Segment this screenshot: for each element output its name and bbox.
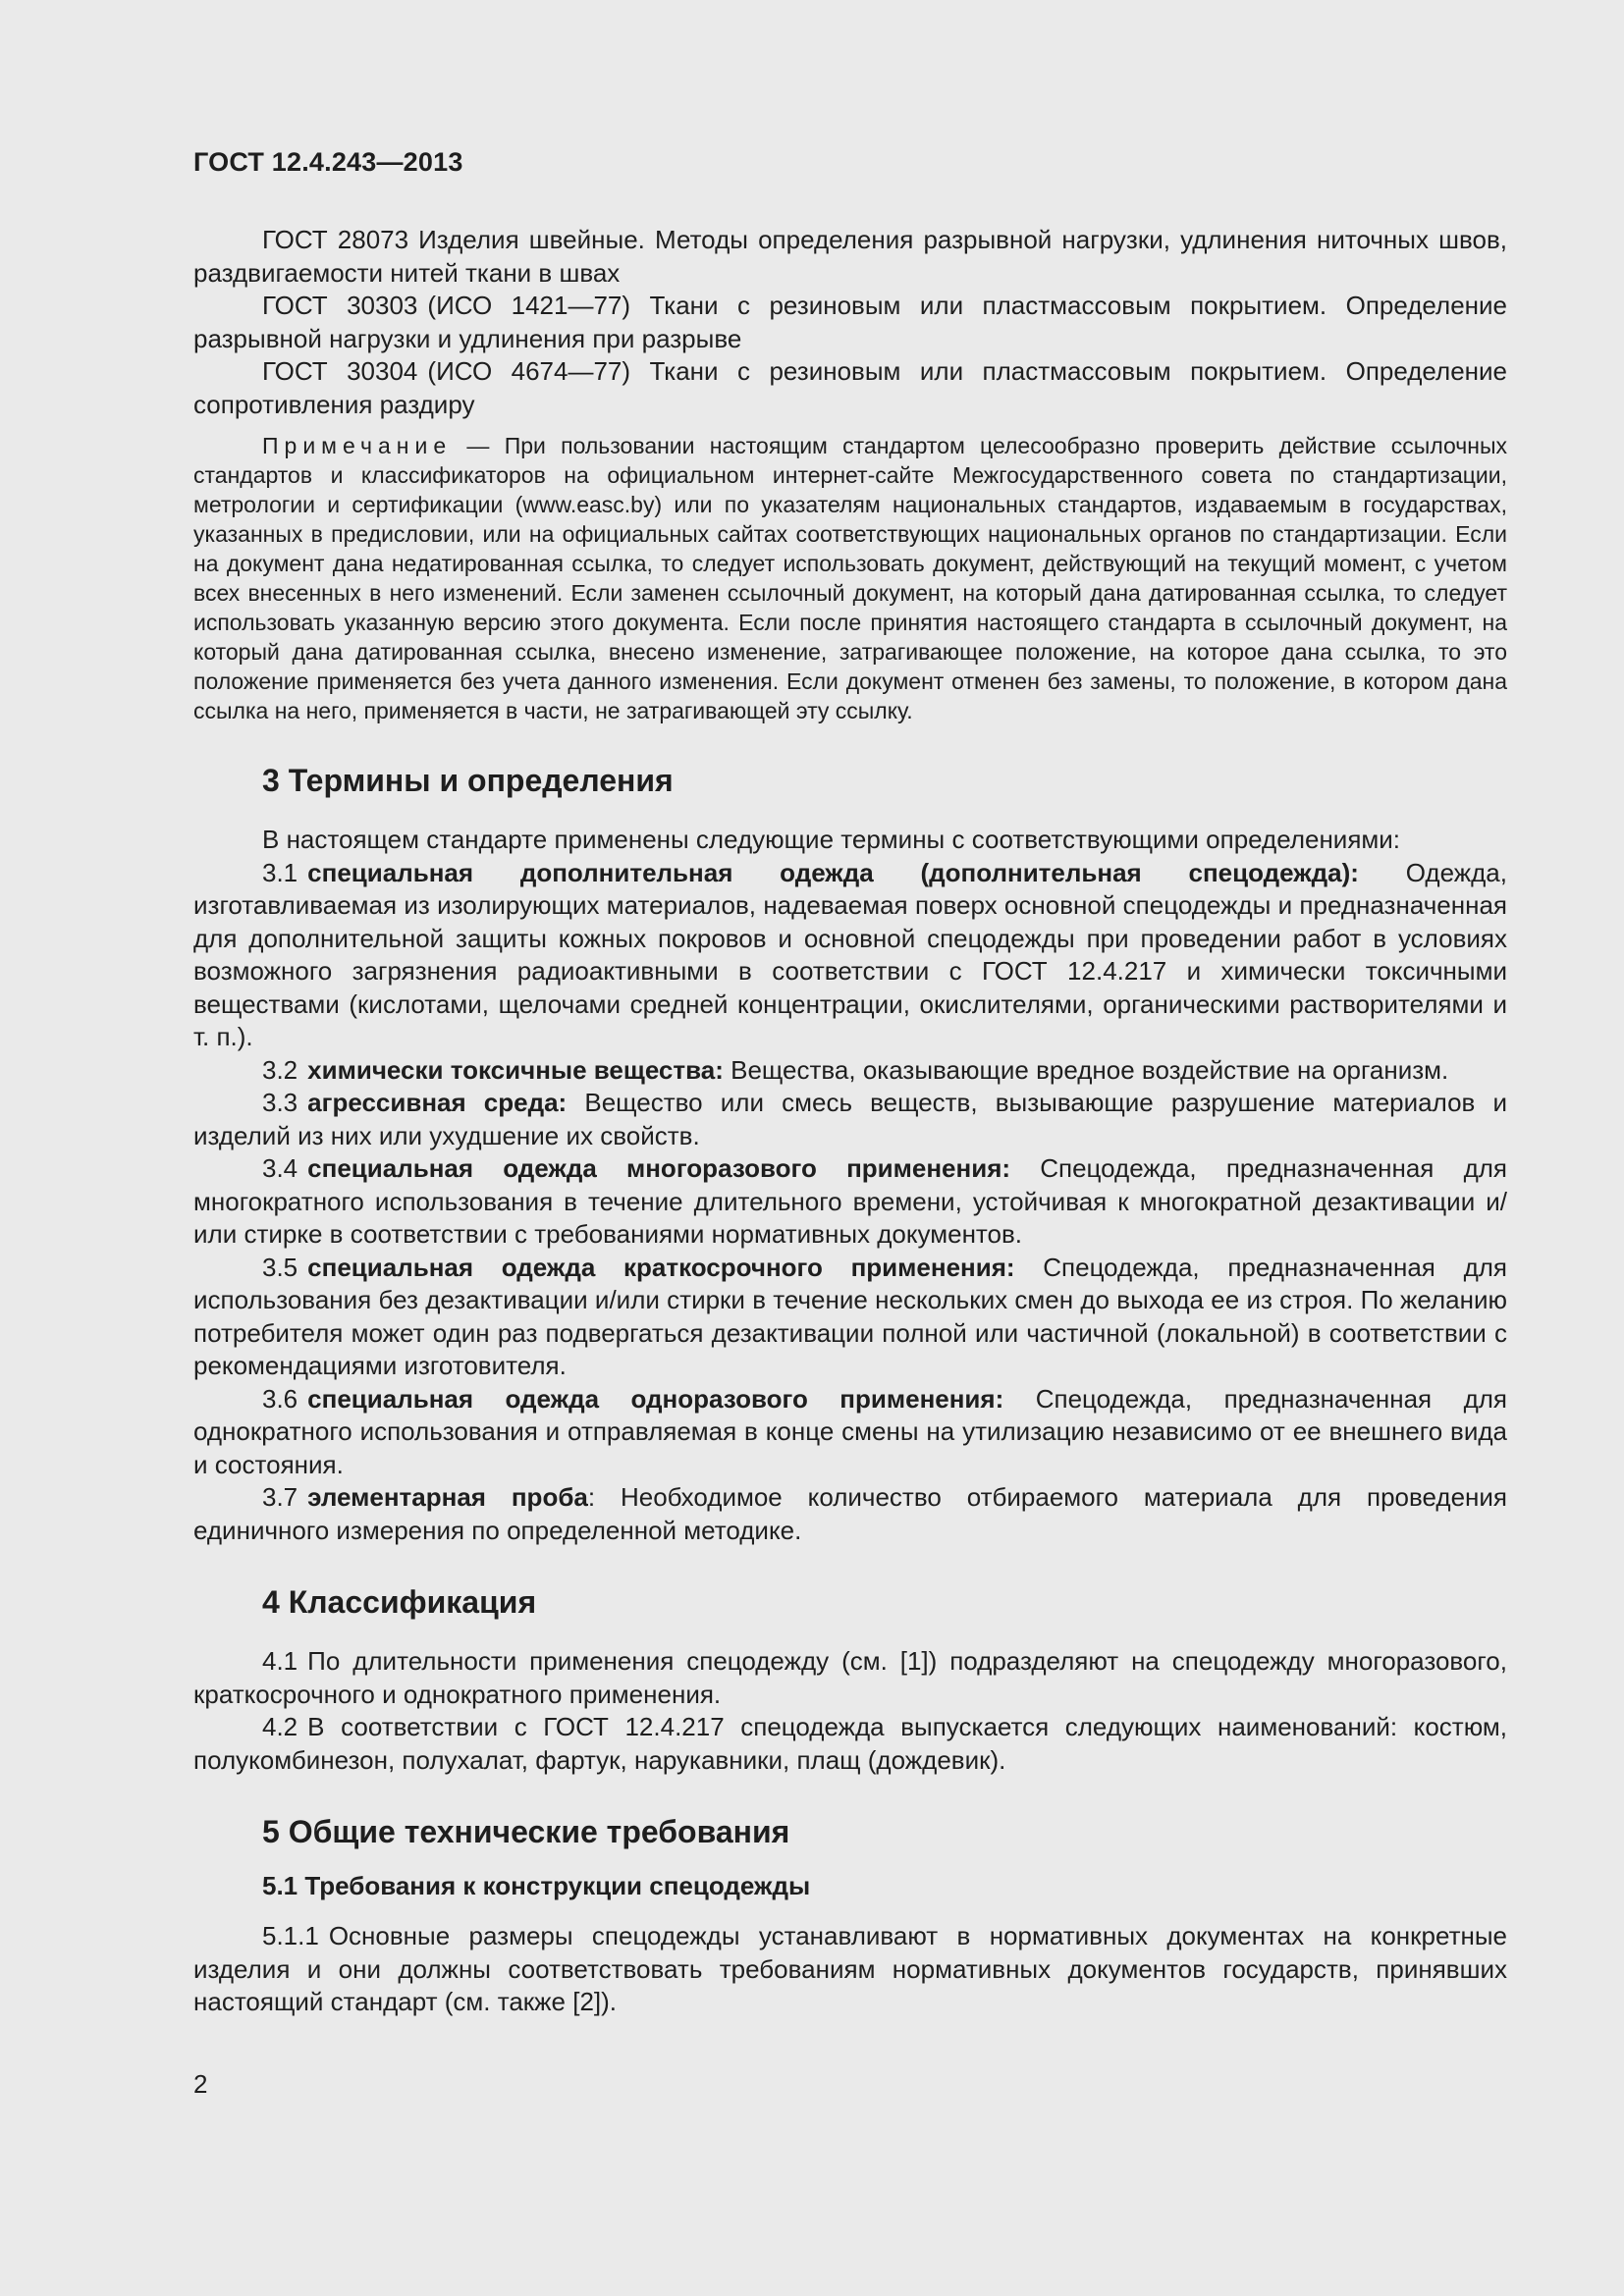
- reference-item: ГОСТ 28073 Изделия швейные. Методы определения разрывной нагрузки, удлинения ниточных швов, раздвигаемости нитей ткани в швах: [193, 225, 1507, 288]
- definition-item: 3.6 специальная одежда одноразового применения: Спецодежда, предназначенная для однократного использования и отправляемая в конце смены на утилизацию независимо от ее внешнего вида и состояния.: [193, 1383, 1507, 1479]
- definition-item: 3.7 элементарная проба: Необходимое количество отбираемого материала для проведения единичного измерения по определенной методике.: [193, 1482, 1507, 1545]
- note-block: [193, 431, 1507, 725]
- section-4-title: 4 Классификация: [262, 1584, 537, 1620]
- term: специальная одежда одноразового применения:: [307, 1383, 1004, 1414]
- term: специальная дополнительная одежда (дополнительная спецодежда):: [307, 857, 1359, 887]
- reference-item: ГОСТ 30303 (ИСО 1421—77) Ткани с резиновым или пластмассовым покрытием. Определение разрывной нагрузки и удлинения при разрыве: [193, 291, 1507, 353]
- note-label: Примечание: [262, 433, 453, 458]
- document-body: [193, 224, 1507, 2019]
- definition-item: 3.2 химически токсичные вещества: Вещества, оказывающие вредное воздействие на организм.: [262, 1054, 1449, 1085]
- term: агрессивная среда:: [307, 1088, 568, 1117]
- references-list: [193, 224, 1507, 421]
- definition-item: 3.5 специальная одежда краткосрочного применения: Спецодежда, предназначенная для использования без дезактивации и/или стирки в течение нескольких смен до выхода ее из строя. По желанию потребителя может один раз подвергаться дезактивации полной или частичной (локальной) в соответствии с рекомендациями изготовителя.: [193, 1252, 1507, 1380]
- term: специальная одежда краткосрочного применения:: [307, 1252, 1015, 1282]
- clause-item: 4.1 По длительности применения спецодежду (см. [1]) подразделяют на спецодежду многоразового, краткосрочного и однократного применения.: [193, 1646, 1507, 1709]
- definition-item: 3.1 специальная дополнительная одежда (дополнительная спецодежда): Одежда, изготавливаемая из изолирующих материалов, надеваемая поверх основной спецодежды и предназначенная для дополнительной защиты кожных покровов и основной спецодежды при проведении работ в условиях возможного загрязнения радиоактивными в соответствии с ГОСТ 12.4.217 и химически токсичными веществами (кислотами, щелочами средней концентрации, окислителями, органическими растворителями и т. п.).: [193, 857, 1507, 1051]
- section-3-title: 3 Термины и определения: [262, 763, 674, 798]
- section-3-intro: В настоящем стандарте применены следующие термины с соответствующими определениями:: [262, 825, 1401, 854]
- clause-item: 4.2 В соответствии с ГОСТ 12.4.217 спецодежда выпускается следующих наименований: костюм, полукомбинезон, полухалат, фартук, нарукавники, плащ (дождевик).: [193, 1712, 1507, 1775]
- definition-item: 3.4 специальная одежда многоразового применения: Спецодежда, предназначенная для многократного использования в течение длительного времени, устойчивая к многократной дезактивации и/или стирке в соответствии с требованиями нормативных документов.: [193, 1153, 1507, 1249]
- section-5-title: 5 Общие технические требования: [262, 1814, 790, 1849]
- reference-item: ГОСТ 30304 (ИСО 4674—77) Ткани с резиновым или пластмассовым покрытием. Определение сопротивления раздиру: [193, 356, 1507, 419]
- document-header: ГОСТ 12.4.243—2013: [193, 147, 463, 177]
- page-number: 2: [193, 2069, 208, 2099]
- definition-item: 3.3 агрессивная среда: Вещество или смесь веществ, вызывающие разрушение материалов и изделий из них или ухудшение их свойств.: [193, 1088, 1507, 1150]
- term: специальная одежда многоразового применения:: [307, 1153, 1011, 1183]
- note-text: — При пользовании настоящим стандартом целесообразно проверить действие ссылочных стандартов и классификаторов на официальном интернет-сайте Межгосударственного совета по стандартизации, метрологии и сертификации (www.easc.by) или по указателям национальных стандартов, издаваемым в государствах, указанных в предисловии, или на официальных сайтах соответствующих национальных органов по стандартизации. Если на документ дана недатированная ссылка, то следует использовать документ, действующий на текущий момент, с учетом всех внесенных в него изменений. Если заменен ссылочный документ, на который дана датированная ссылка, то следует использовать указанную версию этого документа. Если после принятия настоящего стандарта в ссылочный документ, на который дана датированная ссылка, внесено изменение, затрагивающее положение, на которое дана ссылка, то это положение применяется без учета данного изменения. Если документ отменен без замены, то положение, в котором дана ссылка на него, применяется в части, не затрагивающей эту ссылку.: [193, 433, 1508, 723]
- subsection-5-1-title: 5.1 Требования к конструкции спецодежды: [262, 1871, 811, 1900]
- clause-item: 5.1.1 Основные размеры спецодежды устанавливают в нормативных документах на конкретные изделия и они должны соответствовать требованиям нормативных документов государств, принявших настоящий стандарт (см. также [2]).: [193, 1921, 1507, 2016]
- term: элементарная проба: [307, 1482, 588, 1512]
- term: химически токсичные вещества:: [307, 1054, 724, 1085]
